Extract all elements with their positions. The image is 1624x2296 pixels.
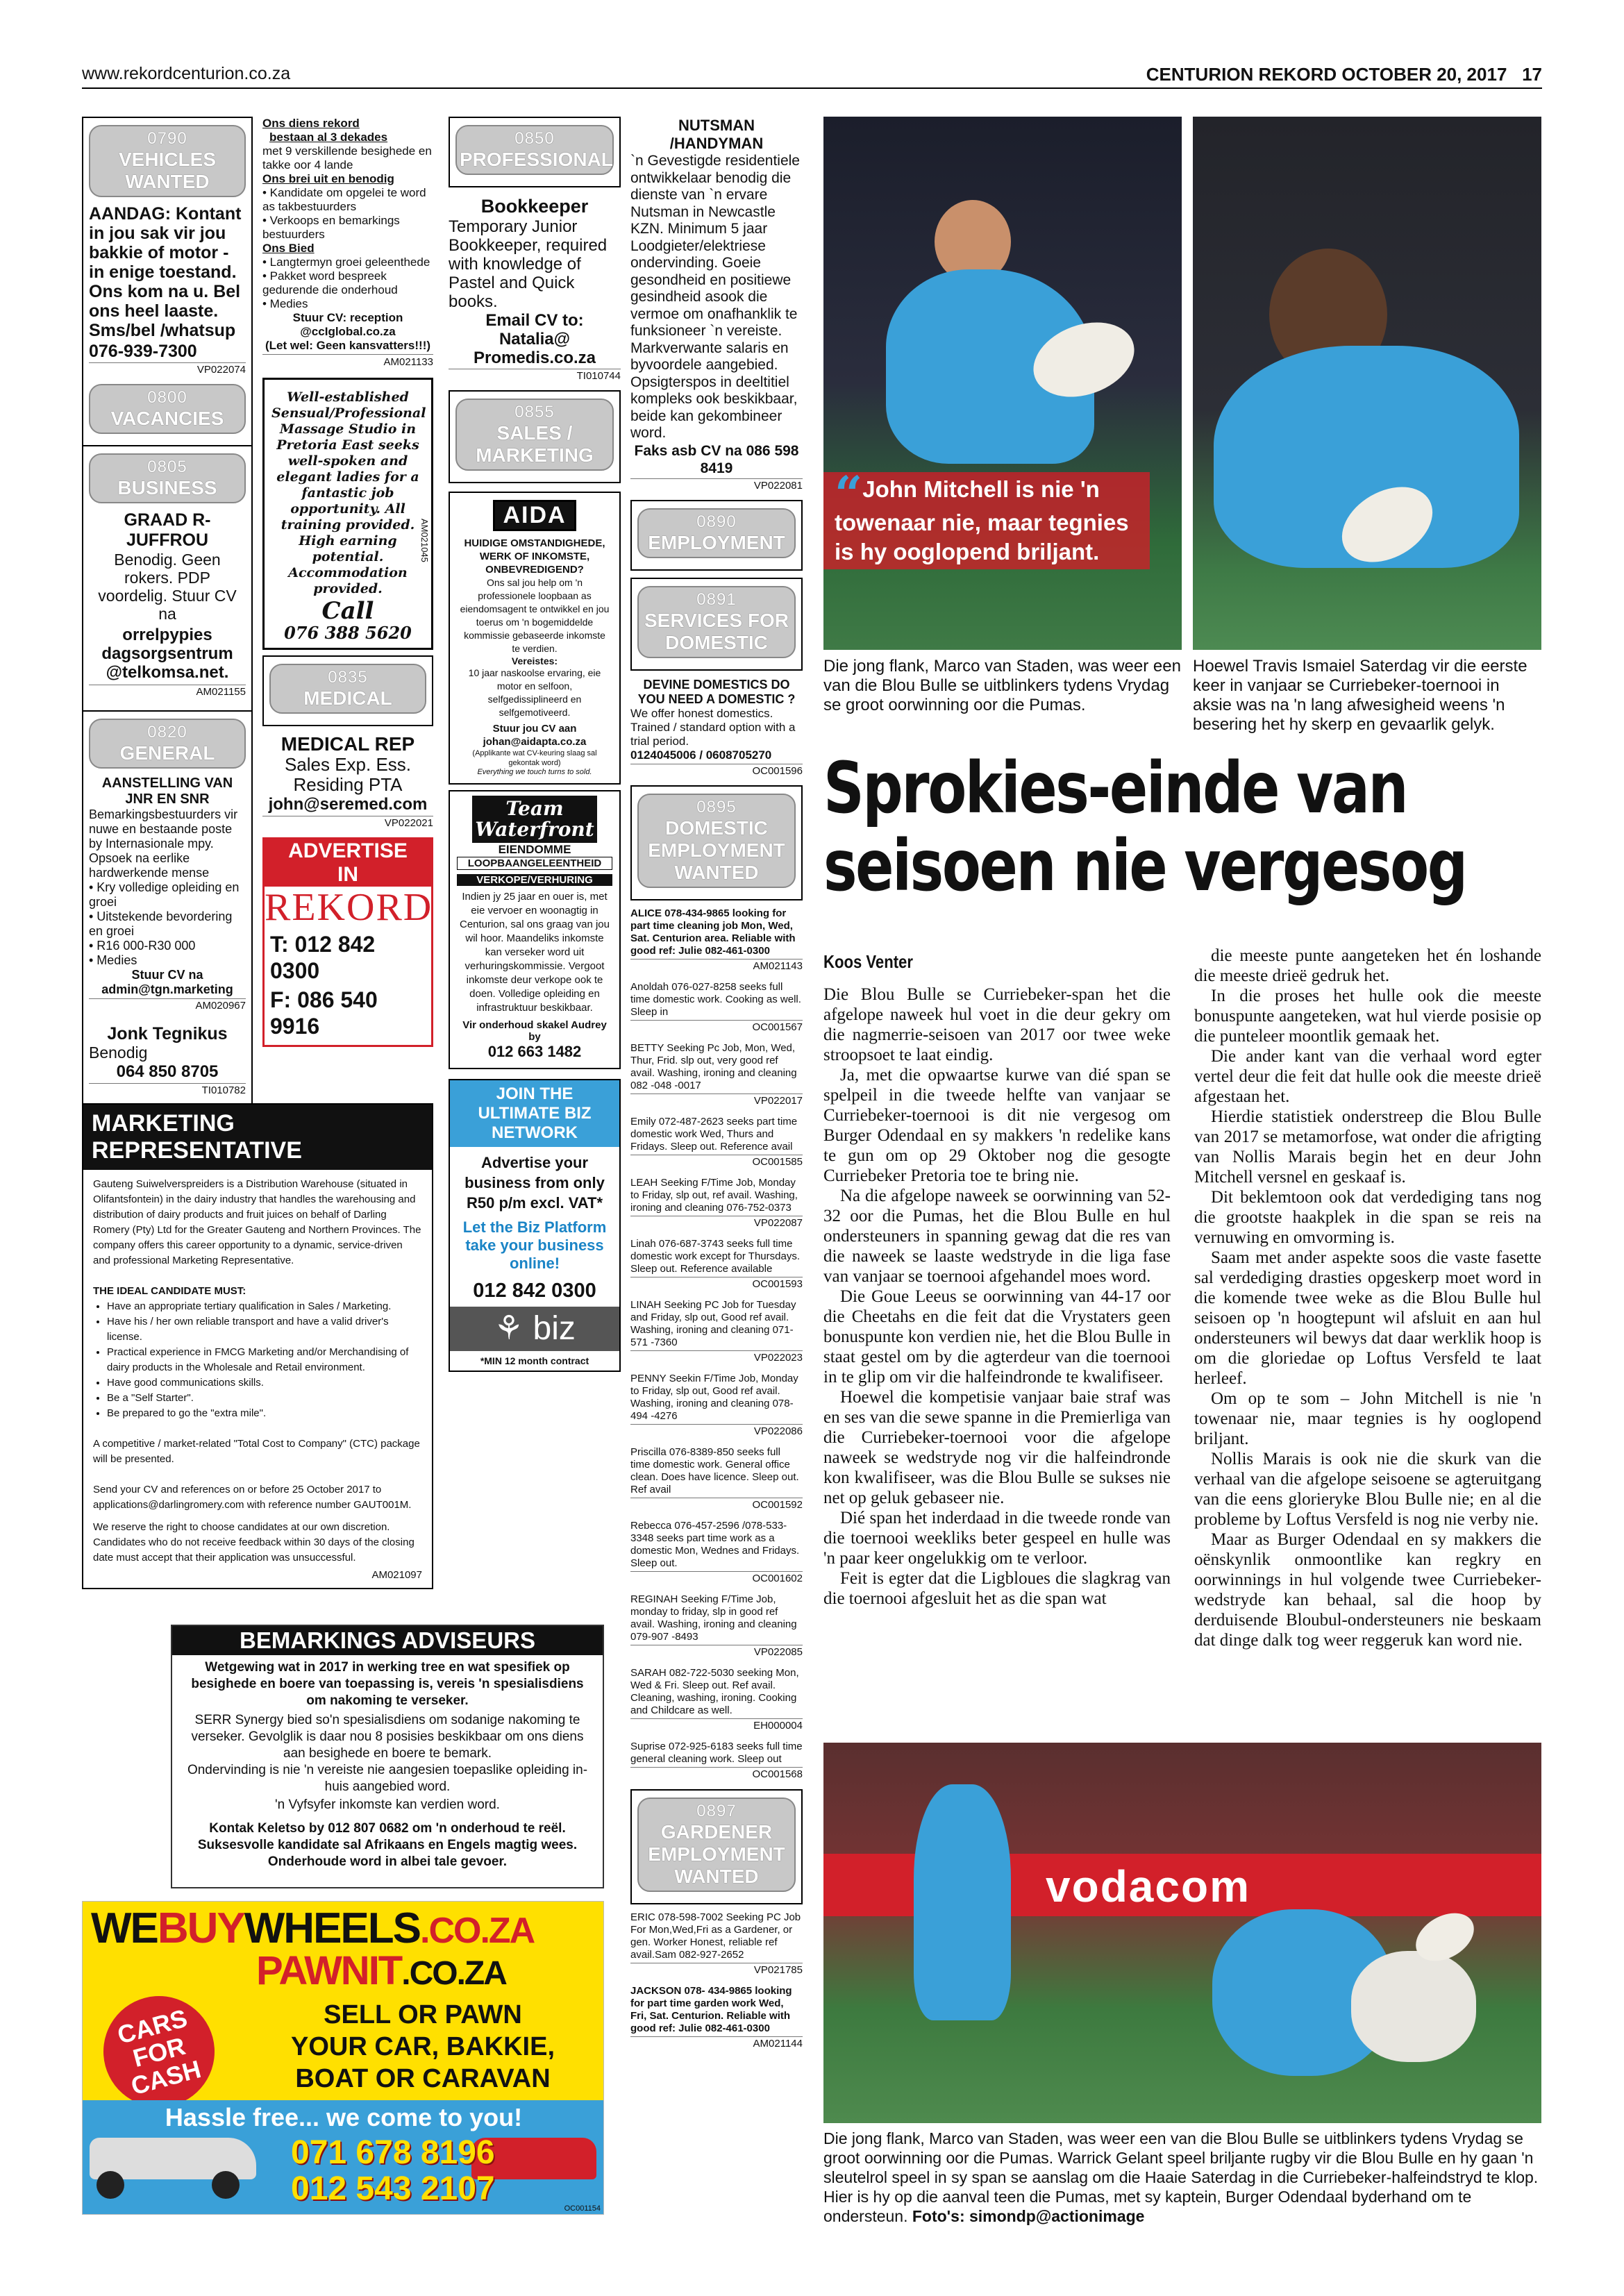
handshake-icon: ⚘: [494, 1310, 524, 1347]
sell-or-pawn: SELL OR PAWN YOUR CAR, BAKKIE, BOAT OR CARAVAN: [290, 2000, 555, 2093]
domestic-ad: [630, 1238, 803, 1291]
ad-jackson: JACKSON 078- 434-9865 looking for part time garden work Wed, Fri, Sat. Centurion. Reliable with good ref: Julie 082-461-0300 AM021144: [630, 1984, 803, 2050]
ad-aandag: AANDAG: Kontant in jou sak vir jou bakkie of motor - in enige toestand. Ons kom na u. Bel ons heel laaste. Sms/bel /whatsup: [89, 204, 242, 340]
advertise-heading: ADVERTISE IN: [265, 839, 431, 887]
ad-graad-title: GRAAD R-JUFFROU: [124, 510, 211, 550]
article-paragraph: die meeste punte aangeteken het én loshande die meeste drieë gedruk het.: [1194, 946, 1541, 985]
domestic-ads-list: [630, 907, 803, 1781]
ad-ref: VP022074: [89, 362, 246, 376]
article-paragraph: Nollis Marais is ook nie die skurk van die verhaal van die afgelope seisoene se agteruitgang van die eens glorieryke Blou Bulle nie; en al die probleme by Loftus Versfeld is nog nie verby nie.: [1194, 1450, 1541, 1529]
ad-aanstelling-bullet: • Medies: [89, 953, 137, 967]
category-0790: 0790 VEHICLES WANTED: [89, 125, 246, 197]
domestic-ad-text: BETTY Seeking Pc Job, Mon, Wed, Thur, Frid. slp out, very good ref avail. Washing, ironing and cleaning 082 -048 -0017: [630, 1041, 797, 1091]
article-paragraph: Die Goue Leeus se oorwinning van 44-17 oor die Cheetahs en die feit dat die Vrystaters geen bonuspunte kon verdien nie, het die Blou Bulle in staat gestel om by die agterdeur van die toernooi in te glip om vir die halfeindronde te kwalifiseer.: [823, 1287, 1171, 1386]
bemarkings-title: BEMARKINGS ADVISEURS: [172, 1626, 603, 1655]
article-paragraph: Dit beklemtoon ook dat verdediging tans nog die grootste haakplek in die span se reis na vernuwing en omvorming is.: [1194, 1188, 1541, 1247]
category-0820: 0820 GENERAL: [89, 719, 246, 769]
ad-aanstelling-title: AANSTELLING VAN JNR EN SNR: [101, 776, 233, 807]
aida-logo: AIDA: [493, 500, 576, 531]
bakkie-wheel-icon: [97, 2171, 124, 2199]
article-paragraph: Dié span het inderdaad in die tweede ronde van die toernooi weekliks beter gespeel en hulle was 'n paar keer ongelukkig om te verloor.: [823, 1509, 1171, 1568]
rekord-logo: REKORD: [265, 886, 433, 929]
ad-massage-text: Well-established Sensual/Professional Massage Studio in Pretoria East seeks well-spoken and elegant ladies for a fantastic job opportunity. All training provided. High earning potential. Accommodation provided.: [271, 389, 426, 596]
ad-nutsman: NUTSMAN /HANDYMAN `n Gevestigde residentiele ontwikkelaar benodig die dienste van `n ervare Nutsman in Newcastle KZN. Minimum 5 jaar Loodgieter/elektriese ondervinding. Goeie gesondheid en positiewe gesindheid asook die vermoe om onafhanklik te funksioneer `n vereiste. Markverwante salaris en byvoordele aangebied. Opsigterspos in deeltitiel kompleks ook beskikbaar, beide kan gekombineer word. Faks asb CV na 086 598 8419 VP022081: [630, 117, 803, 492]
category-sales-box: [449, 390, 621, 483]
ad-ref: OC001602: [630, 1571, 803, 1585]
photo-credit: Foto's: simondp@actionimage: [912, 2207, 1145, 2225]
advertise-in-rekord: [262, 837, 433, 1047]
classifieds-col-4: [630, 117, 803, 2059]
phone-numbers: 071 678 8196 012 543 2107: [291, 2134, 495, 2207]
ad-eric: ERIC 078-598-7002 Seeking PC Job For Mon,Wed,Fri as a Gardener, or gen. Worker Honest, reliable ref avail.Sam 082-927-2652 VP021785: [630, 1911, 803, 1976]
category-vehicles-wanted-box: [82, 117, 253, 446]
ad-aandag-phone: 076-939-7300: [89, 342, 197, 361]
ad-rekord-services: Ons diens rekord bestaan al 3 dekades met 9 verskillende besighede en takke oor 4 lande Ons brei uit en benodig • Kandidate om opgelei te word as takbestuurders • Verkoops en bemarkings bestuurders Ons Bied • Langtermyn groei geleenthede • Pakket word bespreek gedurende die onderhoud • Medies Stuur CV: reception @ccIglobal.co.za (Let wel: Geen kansvatters!!!) AM021133: [262, 117, 433, 368]
ad-aanstelling-bullet: • Uitstekende bevordering en groei: [89, 910, 233, 938]
ad-ref: EH000004: [630, 1718, 803, 1732]
ad-aanstelling-bullet: • R16 000-R30 000: [89, 939, 196, 953]
category-0890: 0890 EMPLOYMENT: [637, 508, 796, 558]
ad-aida: AIDA HUIDIGE OMSTANDIGHEDE, WERK OF INKOMSTE, ONBEVREDIGEND? Ons sal jou help om 'n professionele loopbaan as eiendomsagent te ontwikkel en jou toerus om 'n bogemiddelde kommissie gebaseerde inkomste te verdien. Vereistes: 10 jaar naskoolse ervaring, eie motor en selfoon, selfgedissiplineerd en selfgemotiveerd. Stuur jou CV aan johan@aidapta.co.za (Applikante wat CV-keuring slaag sal gekontak word) Everything we touch turns to sold.: [449, 492, 621, 785]
ad-massage-phone: 076 388 5620: [284, 623, 412, 643]
advertise-fax: F: 086 540 9916: [270, 987, 378, 1039]
photo-ismaiel: [1193, 117, 1541, 650]
article-paragraph: Ja, met die opwaartse kurwe van dié span se spelpeil in die tweede helfte van vanjaar se Curriebeker-toernooi is dit nie vergesog om Burger Odendaal en sy makkers 'n redelike kans te gun om op 29 Oktober nog die gesogte Curriebeker Pretoria toe te bring nie.: [823, 1066, 1171, 1185]
ad-ref: OC001567: [630, 1020, 803, 1034]
ad-ref: AM021155: [89, 685, 246, 698]
classifieds-col-2: [262, 117, 433, 1047]
classifieds-col-3: [449, 117, 621, 1372]
domestic-ad-text: Suprise 072-925-6183 seeks full time general cleaning work. Sleep out: [630, 1740, 803, 1765]
article-paragraph: Hoewel die kompetisie vanjaar baie straf was en ses van die sewe spanne in die Premierliga van die Curriebeker-toernooi voor die afgelope naweek se wedstryde nog vir die halfeindronde kon kwalifiseer, was die Blou Bulle se sukses nie net op geluk gebaseer nie.: [823, 1388, 1171, 1507]
domestic-ad-text: LINAH Seeking PC Job for Tuesday and Friday, slp out, Good ref avail. Washing, ironing and cleaning 071-571 -7360: [630, 1298, 796, 1348]
header-rule: [82, 87, 1542, 89]
marketing-rep-title: MARKETING REPRESENTATIVE: [83, 1105, 432, 1170]
cars-for-cash-badge: CARS FOR CASH: [91, 1984, 227, 2120]
domestic-ad-text: Rebecca 076-457-2596 /078-533-3348 seeks part time work as a domestic Mon, Wednes and Fridays. Sleep out.: [630, 1519, 800, 1569]
category-employment-box: [630, 500, 803, 571]
bottom-caption: Die jong flank, Marco van Staden, was weer een van die Blou Bulle se uitblinkers tydens Vrydag se groot oorwinning oor die Pumas. Warrick Gelant speel briljante rugby vir die Blou Bulle en hy gaan 'n sleutelrol speel in sy span se aanslag om die Haaie Saterdag in die Curriebeker-halfeindstryd te klop. Hier is hy op die aanval teen die Pumas, met sy kaptein, Burger Odendaal byderhand om te ondersteun. Foto's: simondp@actionimage: [823, 2129, 1539, 2225]
article-paragraph: Saam met ander aspekte soos die vaste fasette sal verdediging drasties opgeskerp moet word in die komende twee weke as die Blou Bulle hul seisoen op 'n hoogtepunt wil afsluit en aan hul ondersteuners wil bewys dat daar werklik hoop is om die gloriedae op Loftus Versfeld te laat herleef.: [1194, 1248, 1541, 1388]
domestic-ad: [630, 1177, 803, 1230]
marketing-rep-body: Gauteng Suiwelverspreiders is a Distribution Warehouse (situated in Olifantsfontein) in the dairy industry that handles the warehousing and distribution of dairy products and fruit juices on behalf of Darling Romery (Pty) Ltd for the Greater Gauteng and Northern Provinces. The company offers this career opportunity to a dynamic, service-driven and professional Marketing Representative. THE IDEAL CANDIDATE MUST: • Have an appropriate tertiary qualification in Sales / Marketing. • Have his / her own reliable transport and have a valid driver's license. • Practical experience in FMCG Marketing and/or Merchandising of dairy products in the Wholesale and Retail environment. • Have good communications skills. • Be a "Self Starter". • Be prepared to go the "extra mile". A competitive / market-related "Total Cost to Company" (CTC) package will be presented. Send your CV and references on or before 25 October 2017 to applications@darlingromery.com with reference number GAUT001M. We reserve the right to choose candidates at our own discretion. Candidates who do not receive feedback within 30 days of the closing date must accept that their application was unsuccessful. AM021097: [83, 1170, 432, 1598]
domestic-ad: [630, 1667, 803, 1732]
caption-left: Die jong flank, Marco van Staden, was weer een van die Blou Bulle se uitblinkers tydens Vrydag se groot oorwinning oor die Pumas.: [823, 657, 1181, 714]
ad-ref: TI010782: [89, 1083, 246, 1096]
domestic-ad-text: ALICE 078-434-9865 looking for part time cleaning job Mon, Wed, Sat. Centurion area. Reliable with good ref: Julie 082-461-0300: [630, 907, 796, 957]
ad-ref: AM020967: [89, 998, 246, 1012]
page-header: [1146, 64, 1542, 85]
ad-ref: OC001593: [630, 1277, 803, 1291]
domestic-ad: [630, 1116, 803, 1168]
headline: Sprokies-einde van seisoen nie vergesog: [823, 747, 1466, 907]
category-professional-box: [449, 117, 621, 187]
ad-ref: OC001592: [630, 1498, 803, 1511]
quote-mark-icon: “: [835, 465, 863, 523]
ad-ref: VP022085: [630, 1645, 803, 1659]
domestic-ad-text: Anoldah 076-027-8258 seeks full time domestic work. Cooking as well. Sleep in: [630, 980, 801, 1018]
biz-logo: ⚘ biz: [450, 1307, 619, 1351]
category-0805: 0805 BUSINESS: [89, 453, 246, 503]
bakkie-wheel-icon: [212, 2171, 240, 2199]
category-domestic-box: [630, 785, 803, 900]
ad-jonk-title: Jonk Tegnikus: [107, 1024, 228, 1044]
marketing-rep-ad: [82, 1103, 433, 1589]
ad-ref: AM021143: [630, 959, 803, 973]
ad-ref: OC001154: [564, 2204, 601, 2213]
ad-jonk-body: Benodig: [89, 1044, 148, 1062]
ad-aanstelling-bullet: • Kry volledige opleiding en groei: [89, 880, 240, 909]
category-0855: 0855 SALES / MARKETING: [455, 399, 614, 471]
ad-graad-email: orrelpypies dagsorgsentrum @telkomsa.net.: [101, 626, 233, 682]
category-0850: 0850 PROFESSIONAL: [455, 125, 614, 175]
bemarkings-adviseurs-ad: BEMARKINGS ADVISEURS Wetgewing wat in 2017 in werking tree en wat spesifiek op besighede en boere van toepassing is, vereis 'n spesialisdiens om nakoming te verseker. SERR Synergy bied so'n spesialisdiens om sodanige nakoming te verseker. Gevolglik is daar nou 8 posisies beskikbaar om ons diens aan besighede en boere te bemark. Ondervinding is nie 'n vereiste nie aangesien toepaslike opleiding in-huis aangebied word. 'n Vyfsyfer inkomste kan verdien word. Kontak Keletso by 012 807 0682 om 'n onderhoud te reël. Suksesvolle kandidate sal Afrikaans en Engels magtig wees. Onderhoude word in albei tale gevoer.: [171, 1625, 604, 1888]
article-paragraph: Die Blou Bulle se Curriebeker-span het die afgelope naweek hul voet in die deur gekry om die nagmerrie-seisoen van 2017 oor twee weke stroopsoet te laat eindig.: [823, 985, 1171, 1064]
category-0897: 0897 GARDENER EMPLOYMENT WANTED: [637, 1798, 796, 1892]
photo-van-staden: [823, 117, 1182, 650]
ad-medrep: MEDICAL REP Sales Exp. Ess. Residing PTA john@seremed.com VP022021: [262, 733, 433, 829]
domestic-ad-text: Linah 076-687-3743 seeks full time domestic work except for Thursdays. Sleep out. Reference available: [630, 1237, 800, 1275]
category-0835: 0835 MEDICAL: [269, 664, 426, 714]
article-paragraph: Die ander kant van die verhaal word egter vertel deur die feit dat hulle ook die meeste drieë afgestaan het.: [1194, 1047, 1541, 1106]
domestic-ad-text: LEAH Seeking F/Time Job, Monday to Friday, slp out, ref avail. Washing, ironing and cleaning 076-752-0373: [630, 1176, 798, 1214]
pawnit-logo: PAWNIT.CO.ZA: [256, 1948, 506, 1993]
article-paragraph: Feit is egter dat die Ligbloues die slagkrag van die toernooi afgesluit het as die span wat: [823, 1569, 1171, 1608]
webuywheels-logo: WEBUYWHEELS.CO.ZA: [91, 1904, 535, 1952]
article-paragraph: Maar as Burger Odendaal en sy makkers die oënskynlik onmoontlike kan regkry en oorwinnings in hul volgende twee Curriebeker-wedstryde kan behaal, sal die hoop by derduisende Bloubul-ondersteuners nie beskaam dat dinge dalk tog weer reggeruk kan word nie.: [1194, 1530, 1541, 1650]
biz-network-ad: JOIN THE ULTIMATE BIZ NETWORK Advertise your business from only R50 p/m excl. VAT* Let the Biz Platform take your business online! 012 842 0300 ⚘ biz *MIN 12 month contract: [449, 1079, 621, 1372]
domestic-ad: [630, 1446, 803, 1511]
team-waterfront-logo: Team Waterfront: [472, 796, 597, 843]
domestic-ad-text: SARAH 082-722-5030 seeking Mon, Wed & Fri. Sleep out. Ref avail. Cleaning, washing, ironing. Cooking and Childcare as well.: [630, 1666, 799, 1716]
ad-ref: VP022017: [630, 1093, 803, 1107]
publication-date: CENTURION REKORD OCTOBER 20, 2017: [1146, 64, 1507, 85]
category-business-box: [82, 445, 253, 712]
ad-ref: OC001568: [630, 1767, 803, 1781]
player-odendaal: [914, 1784, 1011, 2020]
category-0895: 0895 DOMESTIC EMPLOYMENT WANTED: [637, 794, 796, 888]
article-col-left: [823, 984, 1171, 1609]
domestic-ad: [630, 1593, 803, 1659]
advertise-tel: T: 012 842 0300: [270, 932, 376, 983]
article-paragraph: Om op te som – John Mitchell is nie 'n towenaar nie, maar tegnies is hy ooglopend briljant.: [1194, 1389, 1541, 1448]
sponsor-board-text: vodacom: [1046, 1861, 1250, 1911]
ad-aanstelling-contact: Stuur CV na admin@tgn.marketing: [101, 968, 233, 996]
ad-ref: VP022023: [630, 1350, 803, 1364]
hassle-free-text: Hassle free... we come to you!: [165, 2103, 523, 2131]
ad-jonk-phone: 064 850 8705: [116, 1062, 219, 1081]
domestic-ad: [630, 1042, 803, 1107]
category-services-box: [630, 578, 803, 671]
category-gardener-box: [630, 1789, 803, 1904]
category-general-box: [82, 710, 253, 1110]
article-paragraph: Na die afgelope naweek se oorwinning van 52-32 oor die Pumas, het die Blou Bulle en hul ondersteuners in spanning gewag dat die res van die naweek se laaste wedstryde in die liga fase van vanjaar se toernooi afgehandel moes word.: [823, 1187, 1171, 1286]
byline: Koos Venter: [823, 951, 913, 972]
ad-massage-studio: [262, 378, 433, 650]
photo-gelant: [823, 1743, 1541, 2123]
ad-bookkeeper: Bookkeeper Temporary Junior Bookkeeper, required with knowledge of Pastel and Quick books. Email CV to: Natalia@ Promedis.co.za TI010744: [449, 196, 621, 382]
webuywheels-ad: [82, 1901, 604, 2215]
ad-ref: AM021045: [419, 519, 430, 562]
category-0891: 0891 SERVICES FOR DOMESTIC: [637, 586, 796, 658]
ad-devine: DEVINE DOMESTICS DO YOU NEED A DOMESTIC ? We offer honest domestics. Trained / standard option with a trial period. 0124045006 / 0608705270 OC001596: [630, 677, 803, 777]
classifieds-col-1: [82, 117, 253, 1110]
domestic-ad-text: PENNY Seekin F/Time Job, Monday to Friday, slp out, Good ref avail. Washing, ironing and cleaning 078-494 -4276: [630, 1372, 798, 1422]
ad-team-waterfront: Team Waterfront EIENDOMME LOOPBAANGELEENTHEID VERKOPE/VERHURING Indien jy 25 jaar en ouer is, met eie vervoer en woonagtig in Centurion, sal ons graag van jou wil hoor. Maandeliks inkomste kan verseker word uit verhuringskommissie. Vergoot inkomste deur verkope ook te doen. Volledige opleiding en infrastruktuur beskikbaar. Vir onderhoud skakel Audrey by 012 663 1482: [449, 790, 621, 1069]
site-url[interactable]: www.rekordcenturion.co.za: [82, 64, 291, 83]
pull-quote: “John Mitchell is nie 'n towenaar nie, maar tegnies is hy ooglopend briljant.: [823, 472, 1150, 569]
category-medical-box: [262, 655, 433, 726]
page-number: 17: [1522, 64, 1542, 85]
article-paragraph: In die proses het hulle ook die meeste bonuspunte aangeteken, wat hul vierde posisie op die punteleer moontlik gemaak het.: [1194, 987, 1541, 1046]
article-paragraph: Hierdie statistiek onderstreep die Blou Bulle van 2017 se metamorfose, wat onder die afrigting van Nollis Marais begin het en deur John Mitchell versnel en geskaaf is.: [1194, 1107, 1541, 1187]
domestic-ad: [630, 981, 803, 1034]
domestic-ad: [630, 907, 803, 973]
caption-right: Hoewel Travis Ismaiel Saterdag vir die eerste keer in vanjaar se Curriebeker-toernooi in aksie was na 'n lang afwesigheid weens 'n besering het hy skerp en gevaarlik gelyk.: [1193, 657, 1527, 734]
ad-massage-call: Call: [321, 597, 374, 625]
ad-ref: VP022086: [630, 1424, 803, 1438]
domestic-ad: [630, 1741, 803, 1781]
domestic-ad: [630, 1299, 803, 1364]
ad-aanstelling-body: Bemarkingsbestuurders vir nuwe en bestaande poste by Internasionale mpy. Opsoek na eerlike hardwerkende mense: [89, 807, 238, 880]
player-pumas: [1351, 1951, 1476, 2062]
domestic-ad: [630, 1373, 803, 1438]
category-0800: 0800 VACANCIES: [89, 384, 246, 434]
ad-ref: OC001585: [630, 1155, 803, 1168]
ad-ref: VP022087: [630, 1216, 803, 1230]
ad-graad-body: Benodig. Geen rokers. PDP voordelig. Stuur CV na: [98, 551, 237, 623]
domestic-ad-text: Emily 072-487-2623 seeks part time domestic work Wed, Thurs and Fridays. Sleep out. Reference avail: [630, 1115, 798, 1153]
domestic-ad-text: REGINAH Seeking F/Time Job, monday to friday, slp in good ref avail. Washing, ironing and cleaning 079-907 -8493: [630, 1593, 797, 1643]
domestic-ad-text: Priscilla 076-8389-850 seeks full time domestic work. General office clean. Does have licence. Sleep out. Ref avail: [630, 1446, 799, 1495]
domestic-ad: [630, 1520, 803, 1585]
article-col-right: [1194, 946, 1541, 1650]
